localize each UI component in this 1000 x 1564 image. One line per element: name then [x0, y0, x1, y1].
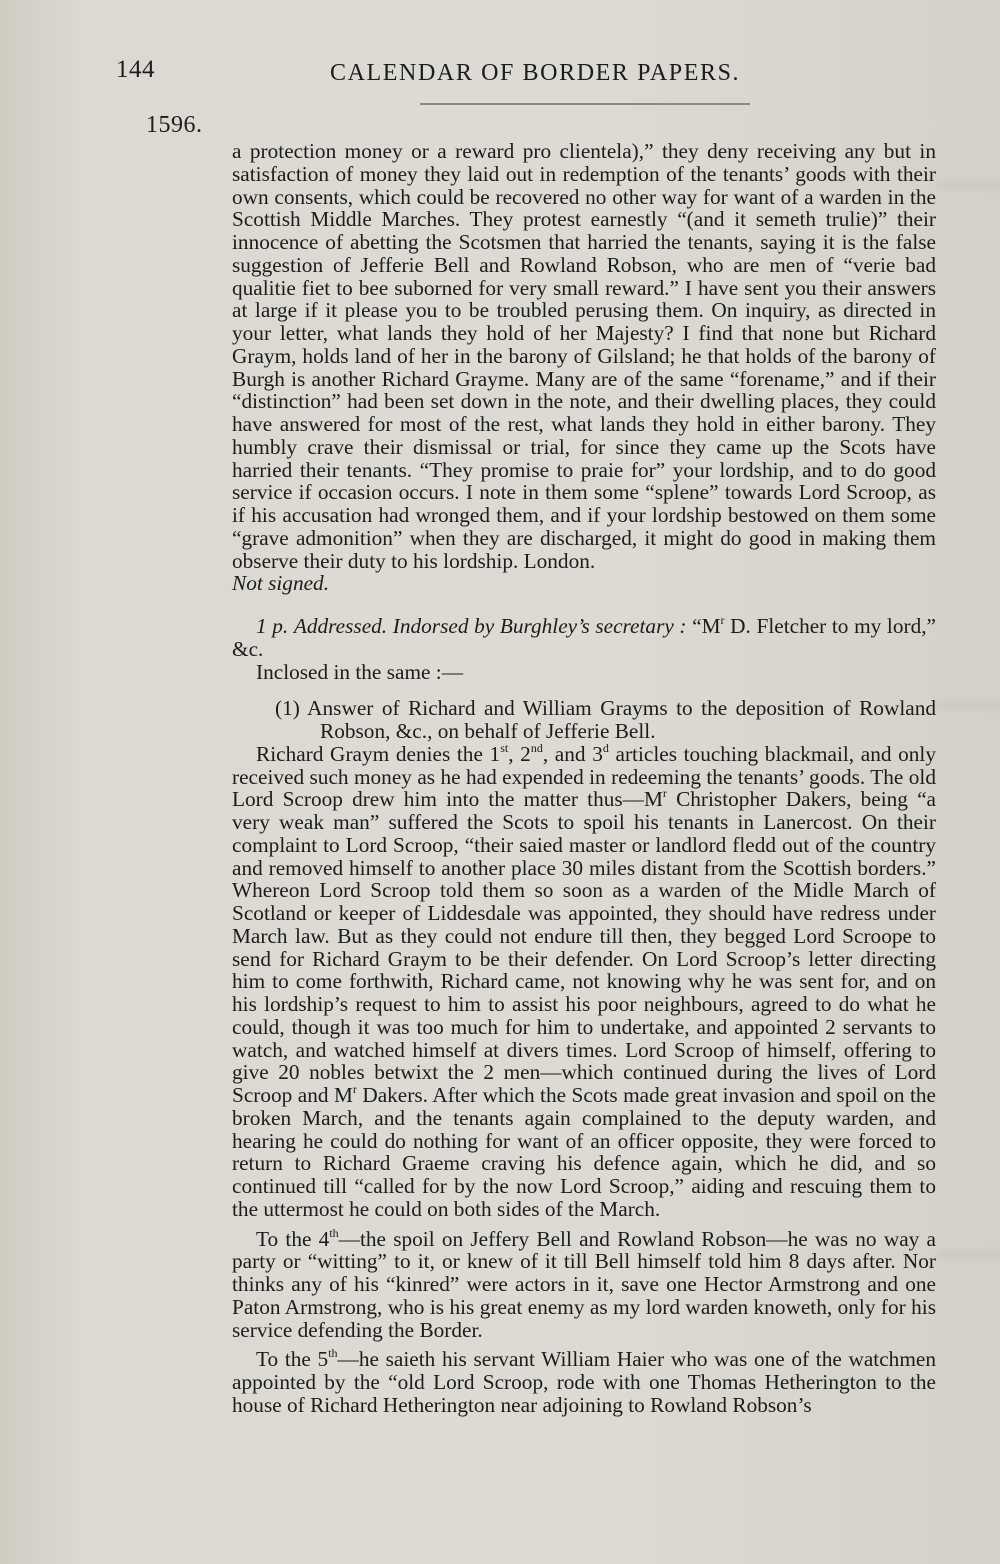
text-run: —he saieth his servant William Haier who was one of the watchmen appointed by the “old Lord Scroop, rode with one Thomas Hetherington to the house of Richard Hetherington near adjoining to Rowland Robson’s — [232, 1347, 936, 1417]
ordinal-sup: th — [329, 1225, 339, 1240]
endorsement-pages: 1 p. — [256, 614, 289, 638]
title-sup: r — [352, 1082, 357, 1096]
text-run: Dakers. After which the Scots made great invasion and spoil on the broken March, and the tenants again complained to the deputy warden, and hearing he could do nothing for want of an officer opposite, they were forced to return to Richard Graeme craving his defence again, which he did, and so continued till “called for by the now Lord Scroop,” aiding and rescuing them to the uttermost he could on both sides of the March. — [232, 1083, 936, 1221]
endorsement-quote-b: D. Fletcher to my lord,” &c. — [232, 614, 937, 661]
text-run: , and 3 — [542, 741, 603, 766]
inclosed-line: Inclosed in the same :— — [256, 659, 463, 684]
endorsement-indorsed: Indorsed by Burghley’s secretary : — [392, 614, 687, 638]
not-signed-note: Not signed. — [232, 571, 330, 596]
ordinal-sup: d — [602, 740, 609, 755]
bleed-through-mark — [936, 1250, 1000, 1260]
paragraph-answer — [232, 740, 936, 1221]
text-run: Richard Graym denies the 1 — [256, 741, 501, 766]
running-title: CALENDAR OF BORDER PAPERS. — [330, 60, 741, 86]
endorsement-sup: r — [720, 613, 725, 627]
endorsement-addressed: Addressed. — [293, 614, 388, 638]
text-run: To the 5 — [256, 1347, 329, 1372]
text-run: To the 4 — [256, 1226, 330, 1251]
bleed-through-mark — [936, 180, 1000, 190]
body-text — [232, 140, 936, 1417]
ordinal-sup: th — [328, 1346, 338, 1361]
ordinal-sup: st — [500, 740, 509, 755]
header-rule — [420, 103, 750, 105]
endorsement-quote-a: “M — [692, 614, 721, 638]
margin-year: 1596. — [146, 112, 203, 138]
paragraph-fourth-article — [232, 1225, 936, 1342]
text-run: articles touching blackmail, and only received such money as he had expended in redeeming the tenants’ goods. The old Lord Scroop drew him into the matter thus—M — [232, 741, 936, 812]
enclosure-title: (1) Answer of Richard and William Grayms to the deposition of Rowland Robson, &c., on behalf of Jefferie Bell. — [275, 696, 936, 743]
title-sup: r — [662, 786, 667, 801]
text-run: —the spoil on Jeffery Bell and Rowland Robson—he was no way a party or “witting” to it, or knew of it till Bell himself told him 8 days after. Nor thinks any of his “kinred” were actors in it, save one Hector Armstrong and one Paton Armstrong, who is his great enemy as my lord warden knoweth, only for his service defending the Border. — [232, 1226, 936, 1342]
paragraph-letter: a protection money or a reward pro clientela),” they deny receiving any but in satisfaction of money they laid out in redemption of the tenants’ goods with their own consents, which could be recovered no other way for want of a warden in the Scottish Middle Marches. They protest earnestly “(and it semeth trulie)” their innocence of abetting the Scotsmen that harried the tenants, saying it is the false suggestion of Jefferie Bell and Rowland Robson, who are men of “verie bad qualitie fiet to bee suborned for very small reward.” I have sent you their answers at large if it please you to be troubled perusing them. On inquiry, as directed in your letter, what lands they hold of her Majesty? I find that none but Richard Graym, holds land of her in the barony of Gilsland; he that holds of the barony of Burgh is another Richard Grayme. Many are of the same “forename,” and if their “distinction” had been set down in the note, and their dwelling places, they could have answered for most of the rest, what lands they hold in either barony. They humbly crave their dismissal or trial, for since they came up the Scots have harried their tenants. “They promise to praie for” your lordship, and to do good service if occasion occurs. I note in them some “splene” towards Lord Scroop, as if his accusation had wronged them, and if your lordship bestowed on them some “grave admonition” when they are discharged, it might do good in making them observe their duty to his lordship. London. — [232, 139, 936, 573]
page-number: 144 — [116, 56, 155, 83]
text-run: , 2 — [508, 741, 531, 766]
ordinal-sup: nd — [530, 740, 543, 755]
endorsement-note — [232, 615, 936, 661]
paragraph-fifth-article — [232, 1348, 936, 1416]
text-run: Christopher Dakers, being “a very weak man” suffered the Scots to spoil his tenants in Lanercost. On their complaint to Lord Scroop, “their saied master or landlord fledd out of the country and removed himself to another place 30 miles distant from the Scottish borders.” Whereon Lord Scroop told them so soon as a warden of the Midle March of Scotland or keeper of Liddesdale was appointed, they should have redress under March law. But as they could not endure till then, they begged Lord Scroope to send for Richard Graym to be their defender. On Lord Scroop’s letter directing him to come forthwith, Richard came, not knowing why he was sent for, and on his lordship’s request to him to assist his poor neighbours, agreed to do what he could, though it was too much for him to undertake, and appointed 2 servants to watch, and watched himself at divers times. Lord Scroop of himself, offering to give 20 nobles betwixt the 2 men—which continued during the lives of Lord Scroop and M — [232, 787, 936, 1107]
bleed-through-mark — [936, 700, 1000, 710]
